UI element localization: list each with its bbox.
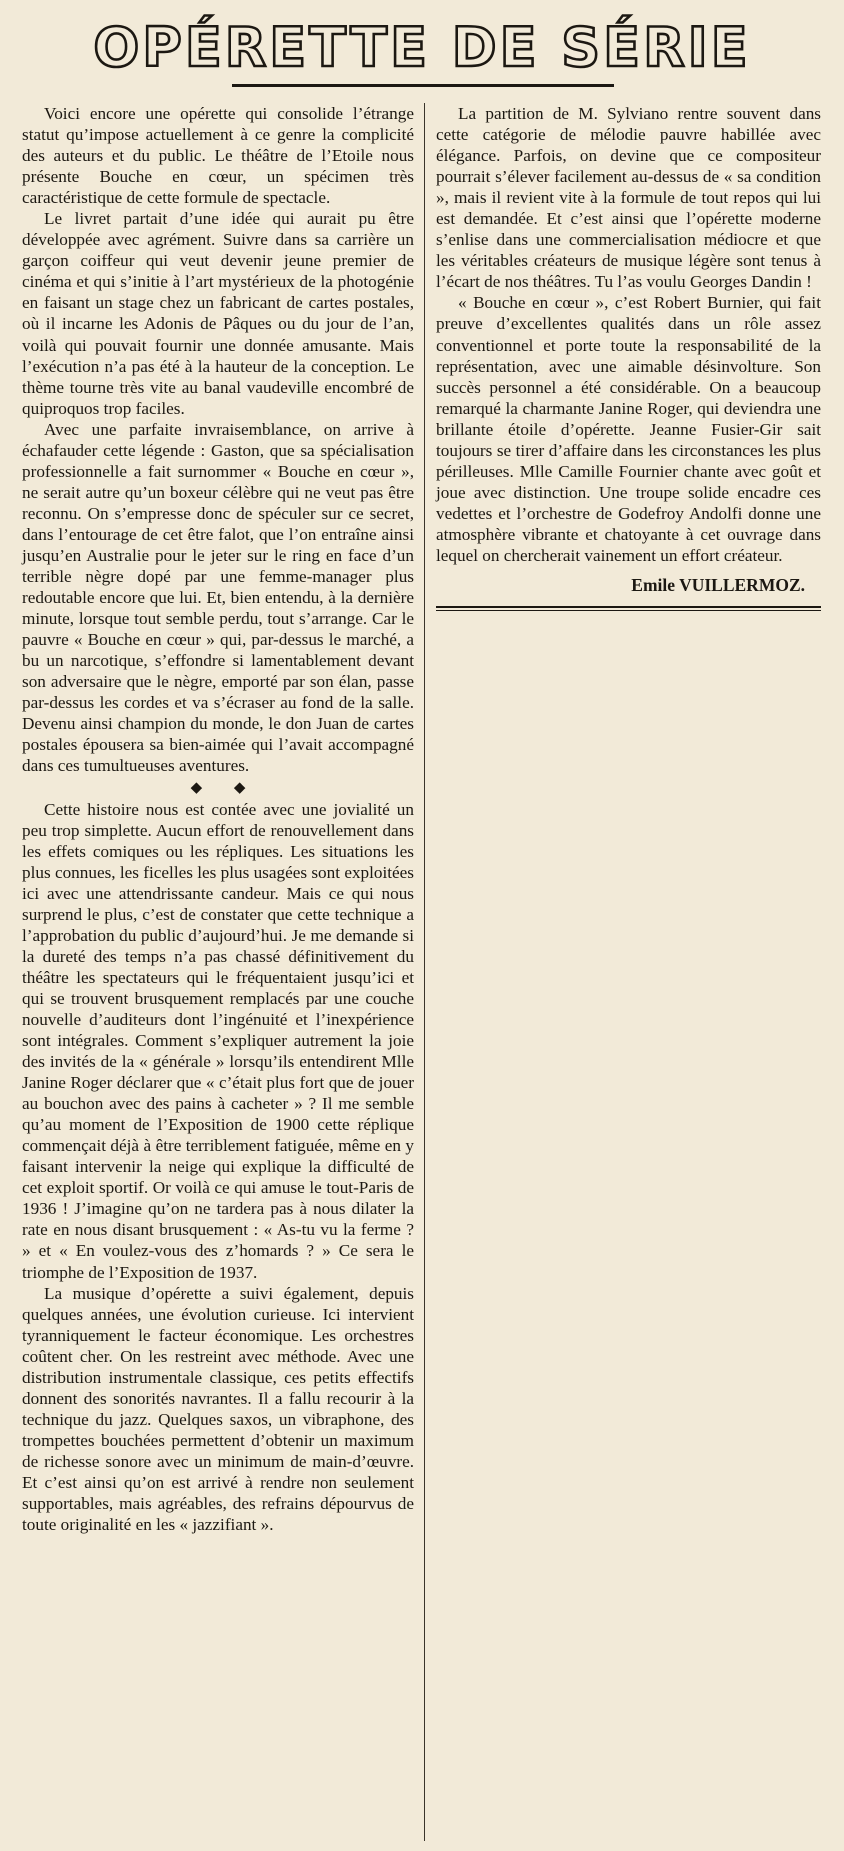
paragraph-intro: Voici encore une opérette qui consolide l’étrange statut qu’impose actuellement à ce genre la complicité des auteurs et du public. Le théâtre de l’Etoile nous présente Bouche en cœur, un spécimen très caractéristique de cette formule de spectacle.	[22, 104, 414, 208]
paragraph-partition: La partition de M. Sylviano rentre souvent dans cette catégorie de mélodie pauvre habillée avec élégance. Parfois, on devine que ce compositeur pourrait s’élever facilement au-dessus de « sa condition », mais il revient vite à la formule de tout repos qui lui est demandée. Et c’est ainsi que l’opérette moderne s’enlise dans une commercialisation médiocre et que les véritables créateurs de musique légère sont tenus à l’écart de nos théâtres. Tu l’as voulu Georges Dandin !	[436, 104, 821, 292]
article-headline: OPÉRETTE DE SÉRIE	[93, 16, 751, 79]
paragraph-public: Cette histoire nous est contée avec une jovialité un peu trop simplette. Aucun effort de renouvellement dans les effets comiques ou les répliques. Les situations les plus connues, les ficelles les plus usagées sont exploitées ici avec une attendrissante candeur. Mais ce qui nous surprend le plus, c’est de constater que cette technique a l’approbation du public d’aujourd’hui. Je me demande si la dureté des temps n’a pas chassé définitivement du théâtre les spectateurs qui le fréquentaient jusqu’ici et qui se trouvent brusquement remplacés par une couche nouvelle d’auditeurs dont l’ingénuité et l’inexpérience sont intégrales. Comment s’expliquer autrement la joie des invités de la « générale » lorsqu’ils entendirent Mlle Janine Roger déclarer que « c’était plus fort que de jouer au bouchon avec des pains à cacheter » ? Il me semble qu’au moment de l’Exposition de 1900 cette réplique commençait déjà à être terriblement fatiguée, même en y faisant intervenir la neige qui explique la difficulté de cet exploit sportif. Or voilà ce qui amuse le tout-Paris de 1936 ! J’imagine qu’on ne tardera pas à nous dilater la rate en nous disant brusquement : « As-tu vu la ferme ? » et « En voulez-vous des z’homards ? » Ce sera le triomphe de l’Exposition de 1937.	[22, 799, 414, 1282]
author-signature: Emile VUILLERMOZ.	[631, 575, 805, 596]
end-rule	[436, 606, 821, 608]
paragraph-plot: Avec une parfaite invraisemblance, on arrive à échafauder cette légende : Gaston, que sa spécialisation professionnelle a fait surnommer « Bouche en cœur », ne serait autre qu’un boxeur célèbre qui ne veut pas être reconnu. On s’empresse donc de spéculer sur ce secret, dans l’entourage de cet être falot, que l’on entraîne ainsi jusqu’en Australie pour le jeter sur le ring en face d’un terrible nègre dopé par une femme-manager plus redoutable encore que lui. Et, bien entendu, à la dernière minute, lorsque tout semble perdu, tout s’arrange. Car le pauvre « Bouche en cœur » qui, par-dessus le marché, a bu un narcotique, s’effondre si lamentablement devant son adversaire que le nègre, emporté par son élan, passe par-dessus les cordes et va s’écraser au fond de la salle. Devenu ainsi champion du monde, le don Juan de cartes postales épousera sa bien-aimée qui l’avait accompagné dans ces tumultueuses aventures.	[22, 419, 414, 776]
paragraph-cast: « Bouche en cœur », c’est Robert Burnier, qui fait preuve d’excellentes qualités dans un rôle assez conventionnel et porte toute la responsabilité de la représentation, avec une aimable désinvolture. Son succès personnel a été considérable. On a beaucoup remarqué la charmante Janine Roger, qui deviendra une brillante étoile d’opérette. Jeanne Fusier-Gir sait toujours se tirer d’affaire dans les circonstances les plus périlleuses. Mlle Camille Fournier chante avec goût et joue avec distinction. Une troupe solide encadre ces vedettes et l’orchestre de Godefroy Andolfi donne une atmosphère vibrante et chatoyante à cet ouvrage dans lequel on chercherait vainement un effort créateur.	[436, 293, 821, 565]
left-column	[22, 103, 414, 1535]
paragraph-music: La musique d’opérette a suivi également, depuis quelques années, une évolution curieuse. Ici intervient tyranniquement le facteur économique. Les orchestres coûtent cher. On les restreint avec méthode. Avec une distribution instrumentale classique, ces petits effectifs donnent des sonorités navrantes. Il a fallu recourir à la technique du jazz. Quelques saxos, un vibraphone, des trompettes bouchées permettent d’obtenir un maximum de richesse sonore avec un minimum de main-d’œuvre. Et c’est ainsi qu’on est arrivé à rendre non seulement supportables, mais agréables, des refrains dépourvus de toute originalité en les « jazzifiant ».	[22, 1283, 414, 1535]
column-divider	[424, 103, 425, 1841]
end-rule-thin	[436, 610, 821, 611]
headline-rule	[232, 84, 614, 87]
diamond-separator: ◆ ◆	[190, 779, 260, 796]
paragraph-livret: Le livret partait d’une idée qui aurait pu être développée avec agrément. Suivre dans sa carrière un garçon coiffeur qui veut devenir jeune premier de cinéma et qui s’initie à l’art mystérieux de la photogénie en faisant un stage chez un fabricant de cartes postales, où il incarne les Adonis de Pâques ou du jour de l’an, voilà qui pouvait fournir une donnée amusante. Mais l’exécution n’a pas été à la hauteur de la conception. Le thème tourne très vite au banal vaudeville encombré de quiproquos trop faciles.	[22, 209, 414, 418]
right-column	[436, 103, 821, 611]
